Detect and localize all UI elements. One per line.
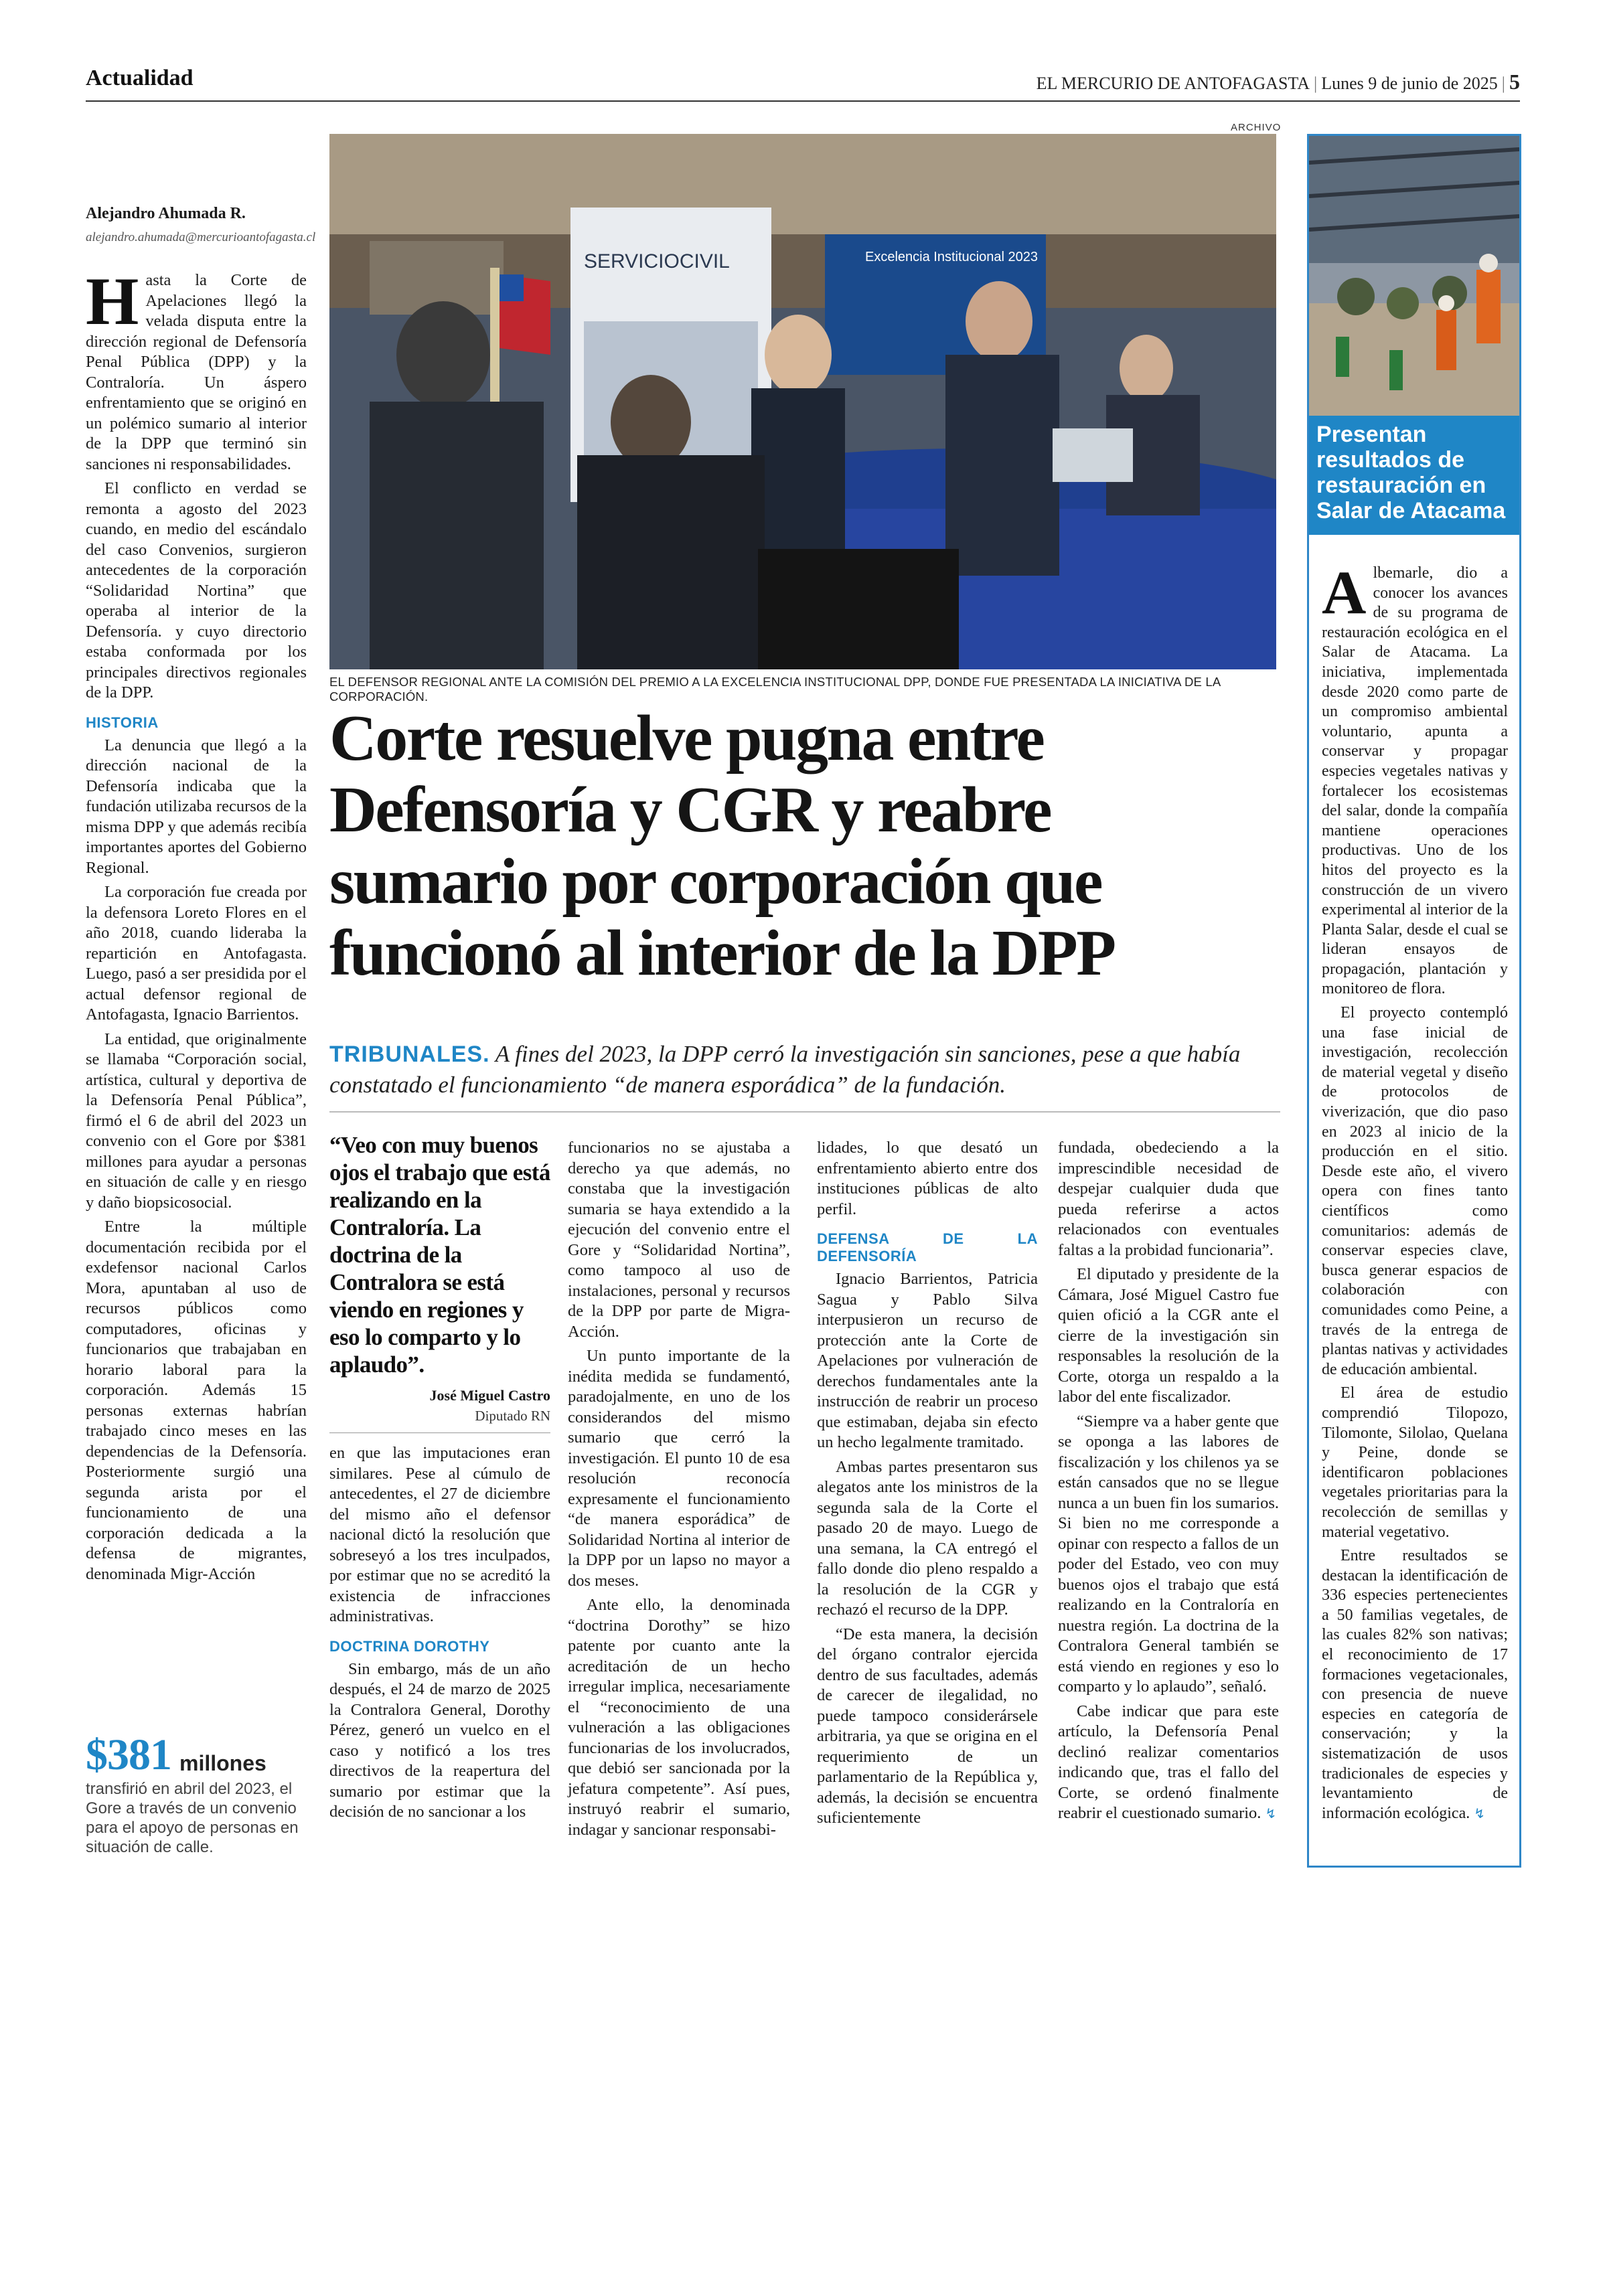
article-paragraph: La denuncia que llegó a la dirección nacional de la Defensoría indicaba que la fundación utilizaba recursos de la misma DPP y que además recibía importantes aportes del Gobierno Regional.: [86, 736, 307, 877]
newspaper-name: EL MERCURIO DE ANTOFAGASTA: [1036, 74, 1310, 93]
deck-text: A fines del 2023, la DPP cerró la investigación sin sanciones, pese a que había constatado el funcionamiento “de manera esporádica” de la fundación.: [329, 1041, 1241, 1098]
header-divider: [86, 100, 1520, 102]
end-mark-icon: ↯: [1474, 1805, 1486, 1821]
stat-number: $381: [86, 1730, 171, 1779]
article-paragraph: fundada, obedeciendo a la imprescindible necesidad de despejar cualquier duda que pueda referirse a actos relacionados con eventuales faltas a la probidad funcionaria”.: [1058, 1139, 1279, 1259]
article-paragraph: Ignacio Barrientos, Patricia Sagua y Pablo Silva interpusieron un recurso de protección ante la Corte de Apelaciones por vulneración de derechos fundamentales ante la instrucción de reabrir un proceso que estimaban, dejaba sin efecto un hecho legalmente tramitado.: [817, 1270, 1038, 1451]
sidebar-paragraph: El área de estudio comprendió Tilopozo, Tilomonte, Silolao, Quelana y Peine, donde se identificaron poblaciones vegetales prioritarias para la recolección de semillas y material vegetativo.: [1322, 1384, 1508, 1541]
quote-author: José Miguel Castro: [429, 1387, 550, 1404]
article-paragraph: El conflicto en verdad se remonta a agosto del 2023 cuando, en medio del escándalo del caso Convenios, surgieron antecedentes de la corporación “Solidaridad Nortina” que operaba al interior de la Defensoría. y cuyo directorio estaba conformada por los principales directivos regionales de la DPP.: [86, 479, 307, 702]
subhead-historia: HISTORIA: [86, 714, 159, 731]
subhead-doctrina-dorothy: DOCTRINA DOROTHY: [329, 1637, 490, 1655]
sidebar-paragraph: [1322, 1546, 1508, 1823]
page-number: 5: [1509, 70, 1520, 94]
article-paragraph: [1058, 1702, 1279, 1824]
sidebar-closing: Entre resultados se destacan la identificación de 336 especies pertenecientes a 50 familias vegetales, de las cuales 82% son nativas; el reconocimiento de 17 formaciones vegetacionales, con presencia de nueve especies en categoría de conservación; y la sistematización de usos tradicionales de especies y levantamiento de información ecológica.: [1322, 1547, 1508, 1822]
sidebar-photo: [1309, 136, 1519, 416]
photo-credit: ARCHIVO: [1231, 122, 1282, 133]
deck: [329, 1039, 1280, 1100]
sidebar-photo-illustration: [1309, 136, 1519, 416]
article-dropcap: H: [86, 264, 139, 339]
stat-description: transfirió en abril del 2023, el Gore a través de un convenio para el apoyo de personas en situación de calle.: [86, 1780, 299, 1856]
deck-kicker: TRIBUNALES.: [329, 1042, 490, 1067]
main-photo-illustration: [329, 134, 1276, 669]
article-paragraph: Ante ello, la denominada “doctrina Dorothy” se hizo patente por cuanto ante la acreditación de un hecho irregular implica, necesariamente el “reconocimiento de una vulneración a las obligaciones funcionarias de los involucrados, que debió ser sancionada por la jefatura competente”. Así pues, instruyó reabrir el sumario, indagar y sancionar responsabi-: [568, 1596, 790, 1839]
headline: Corte resuelve pugna entre Defensoría y CGR y reabre sumario por corporación que funcionó al interior de la DPP: [329, 702, 1115, 989]
byline-email: alejandro.ahumada@mercurioantofagasta.cl: [86, 230, 316, 244]
main-photo: [329, 134, 1276, 669]
masthead: EL MERCURIO DE ANTOFAGASTA | Lunes 9 de junio de 2025 | 5: [1036, 70, 1520, 94]
article-closing: Cabe indicar que para este artículo, la Defensoría Penal declinó realizar comentarios indicando que, tras el fallo del Corte, se ordenó finalmente reabrir el cuestionado sumario.: [1058, 1702, 1279, 1822]
article-paragraph: El diputado y presidente de la Cámara, José Miguel Castro fue quien ofició a la CGR ante el cierre de la investigación sin responsables la resolución de la Corte, otorga un respaldo a la labor del ente fiscalizador.: [1058, 1265, 1279, 1406]
article-paragraph: La entidad, que originalmente se llamaba “Corporación social, artística, cultural y deportiva de la Defensoría Penal Pública”, firmó el 6 de abril del 2023 un convenio con el Gore por $381 millones para ayudar a personas en situación de calle y en riesgo y daño biopsicosocial.: [86, 1030, 307, 1212]
stat-unit: millones: [179, 1751, 266, 1775]
sidebar-paragraph: El proyecto contempló una fase inicial de investigación, recolección de material vegetal y diseño de protocolos de viverización, que dio paso en 2023 al inicio de la producción en el sitio. Desde este año, el vivero opera con fines tanto científicos como comunitarios: además de conservar especies clave, busca generar espacios de colaboración con comunidades como Peine, a través de la entrega de plantas nativas y actividades de educación ambiental.: [1322, 1004, 1508, 1378]
byline-author: Alejandro Ahumada R.: [86, 205, 246, 222]
article-paragraph: en que las imputaciones eran similares. Pese al cúmulo de antecedentes, el 27 de diciembre del mismo año el defensor nacional dictó la resolución que sobreseyó a los tres inculpados, por estimar que no se acreditó la existencia de infracciones administrativas.: [329, 1444, 550, 1625]
article-column-2: [329, 1443, 550, 1827]
article-paragraph: lidades, lo que desató un enfrentamiento abierto entre dos instituciones públicas de alto perfil.: [817, 1139, 1038, 1218]
article-column-1: [86, 264, 307, 1588]
pull-quote: “Veo con muy buenos ojos el trabajo que está realizando en la Contraloría. La doctrina de la Contralora se está viendo en regiones y eso lo comparto y lo aplaudo”.: [329, 1132, 550, 1378]
article-column-4: [817, 1138, 1038, 1833]
section-label: Actualidad: [86, 66, 194, 90]
article-paragraph: funcionarios no se ajustaba a derecho ya que además, no constaba que la investigación sumaria se haya extendido a la ejecución del convenio entre el Gore y “Solidaridad Nortina”, como tampoco al uso de instalaciones, personal y recursos de la DPP por parte de Migra-Acción.: [568, 1139, 790, 1341]
sidebar-title: Presentan resultados de restauración en Salar de Atacama: [1316, 422, 1506, 523]
article-column-5: [1058, 1138, 1279, 1828]
article-column-3: [568, 1138, 790, 1844]
banner-text: SERVICIOCIVIL: [584, 250, 730, 272]
photo-caption: EL DEFENSOR REGIONAL ANTE LA COMISIÓN DEL PREMIO A LA EXCELENCIA INSTITUCIONAL DPP, DONDE FUE PRESENTADA LA INICIATIVA DE LA CORPORACIÓN.: [329, 675, 1221, 704]
article-paragraph: La corporación fue creada por la defensora Loreto Flores en el año 2018, cuando lideraba la repartición en Antofagasta. Luego, pasó a ser presidida por el actual defensor regional de Antofagasta, Ignacio Barrientos.: [86, 883, 307, 1023]
article-paragraph: Ambas partes presentaron sus alegatos ante los ministros de la segunda sala de la Corte el pasado 20 de mayo. Luego de una semana, la CA entregó el fallo donde dio pleno respaldo a la resolución de la CGR y rechazó el recurso de la DPP.: [817, 1457, 1038, 1619]
quote-role: Diputado RN: [475, 1408, 550, 1424]
screen-text: Excelencia Institucional 2023: [865, 250, 1038, 264]
end-mark-icon: ↯: [1265, 1805, 1277, 1821]
article-paragraph: “Siempre va a haber gente que se oponga a las labores de fiscalización y los chilenos ya se están cansados que no se llegue nunca a un buen fin los sumarios. Si bien no me corresponde a opinar con respecto a fallos de un poder del Estado, veo con muy buenos ojos el trabajo que está realizando en la Contraloría en nuestra región. La doctrina de la Contralora General también se está viendo en regiones y eso lo comparto y lo aplaudo”, señaló.: [1058, 1412, 1279, 1696]
article-paragraph: “De esta manera, la decisión del órgano contralor ejercida dentro de sus facultades, además de carecer de ilegalidad, no puede tampoco considerársele arbitraria, ya que se origina en el requerimiento de un parlamentario de la República y, además, la decisión se encuentra suficientemente: [817, 1625, 1038, 1827]
issue-date: Lunes 9 de junio de 2025: [1321, 74, 1498, 93]
article-lead: asta la Corte de Apelaciones llegó la velada disputa entre la dirección regional de Defensoría Penal Pública (DPP) y la Contraloría. Un áspero enfrentamiento que se originó en un polémico sumario al interior de la DPP que terminó sin sanciones ni responsabilidades.: [86, 271, 307, 473]
article-paragraph: Un punto importante de la inédita medida se fundamentó, paradojalmente, en uno de los considerandos del mismo sumario que cerró la investigación. El punto 10 de esa resolución reconocía expresamente el funcionamiento “de manera esporádica” de Solidaridad Nortina al interior de la DPP por un lapso no mayor a dos meses.: [568, 1347, 790, 1590]
sidebar-dropcap: A: [1322, 558, 1367, 627]
sidebar-paragraph: lbemarle, dio a conocer los avances de su programa de restauración ecológica en el Salar de Atacama. La iniciativa, implementada desde 2020 como parte de un compromiso ambiental voluntario, apunta a conservar y propagar especies vegetales nativas y fortalecer los ecosistemas del salar, donde la compañía mantiene operaciones productivas. Uno de los hitos del proyecto es la construcción de un vivero experimental al interior de la Planta Salar, desde el cual se lideran ensayos de propagación, plantación y monitoreo de flora.: [1322, 564, 1508, 998]
quote-divider: [329, 1432, 550, 1433]
deck-divider: [329, 1111, 1280, 1113]
article-paragraph: Sin embargo, más de un año después, el 24 de marzo de 2025 la Contralora General, Dorothy Pérez, generó un vuelco en el caso y notificó a los tres directivos de la reapertura del sumario por estimar que la decisión de no sancionar a los: [329, 1659, 550, 1821]
sidebar-body: [1322, 558, 1508, 1827]
subhead-defensa: DEFENSA DE LA DEFENSORÍA: [817, 1230, 1038, 1264]
article-paragraph: Entre la múltiple documentación recibida por el exdefensor nacional Carlos Mora, apuntaban al uso de recursos públicos como computadores, oficinas y funcionarios que trabajaban en horario laboral para la corporación. Además 15 personas externas habrían trabajado cinco meses en las dependencias de la Defensoría. Posteriormente surgió una segunda arista por el funcionamiento de una corporación dedicada a la defensa de migrantes, denominada Migr-Acción: [86, 1218, 307, 1583]
